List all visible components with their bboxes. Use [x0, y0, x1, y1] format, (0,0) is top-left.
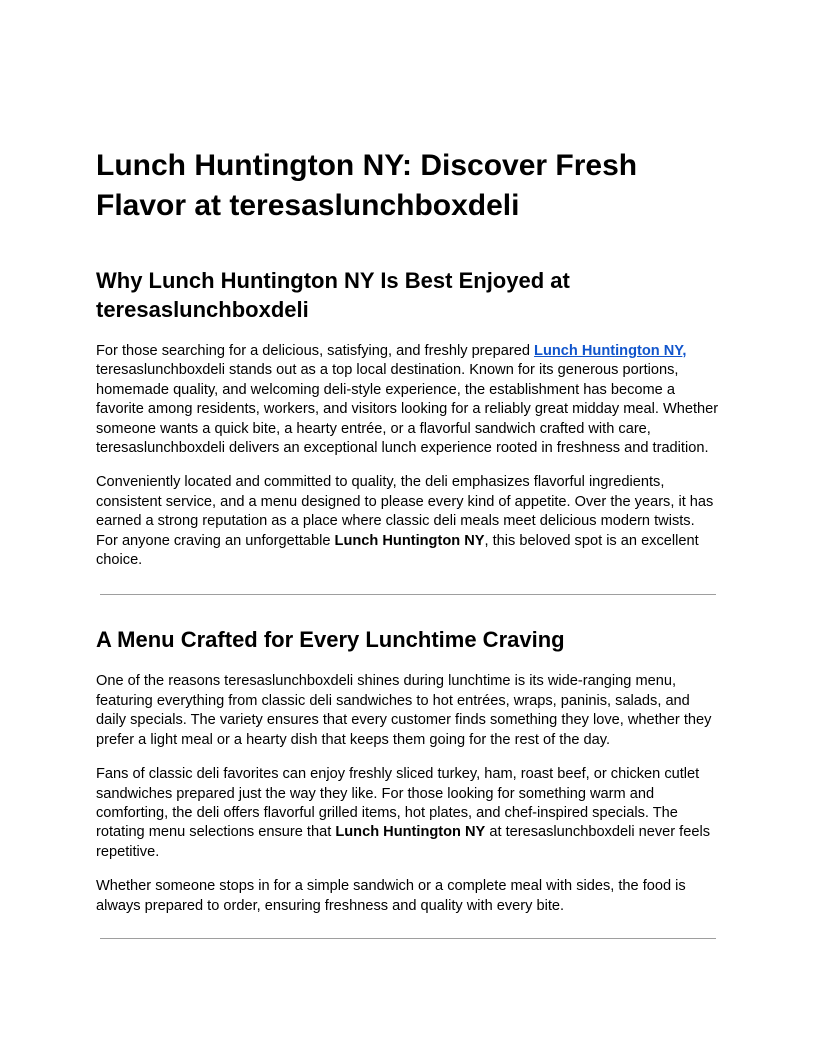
paragraph-menu-variety: One of the reasons teresaslunchboxdeli shines during lunchtime is its wide-ranging menu, featuring everything from classic deli sandwiches to hot entrées, wraps, paninis, salads, and daily specials. The variety ensures that every customer finds something they love, whether they prefer a light meal or a hearty dish that keeps them going for the rest of the day.: [96, 673, 712, 748]
paragraph-location-text-end: , this beloved spot is an excellent choice.: [96, 532, 699, 569]
paragraph-prepared-to-order: Whether someone stops in for a simple sandwich or a complete meal with sides, the food is always prepared to order, ensuring freshness and quality with every bite.: [96, 878, 686, 914]
lunch-huntington-link-comma[interactable]: ,: [682, 343, 687, 359]
paragraph-intro-text-start: For those searching for a delicious, satisfying, and freshly prepared: [96, 343, 535, 359]
section-heading-why: Why Lunch Huntington NY Is Best Enjoyed at teresaslunchboxdeli: [96, 268, 570, 322]
bold-keyword: Lunch Huntington NY: [335, 824, 486, 841]
horizontal-divider: [100, 938, 716, 939]
paragraph-intro: [96, 342, 720, 458]
paragraph-deli-favorites-text-end: at teresaslunchboxdeli never feels repetitive.: [96, 824, 711, 860]
paragraph-deli-favorites: [96, 765, 720, 862]
paragraph-location: [96, 473, 720, 570]
paragraph-intro-text-end: teresaslunchboxdeli stands out as a top local destination. Known for its generous portions, homemade quality, and welcoming deli-style experience, the establishment has become a favorite among residents, workers, and visitors looking for a reliably great midday meal. Whether someone wants a quick bite, a hearty entrée, or a flavorful sandwich crafted with care, teresaslunchboxdeli delivers an exceptional lunch experience rooted in freshness and tradition.: [96, 362, 719, 457]
bold-keyword: Lunch Huntington NY: [334, 532, 485, 549]
page-title: Lunch Huntington NY: Discover Fresh Flavor at teresaslunchboxdeli: [96, 149, 638, 222]
lunch-huntington-link[interactable]: Lunch Huntington NY: [534, 343, 683, 359]
paragraph-deli-favorites-text-start: Fans of classic deli favorites can enjoy freshly sliced turkey, ham, roast beef, or chicken cutlet sandwiches prepared just the way they like. For those looking for something warm and comforting, the deli offers flavorful grilled items, hot plates, and chef-inspired specials. The rotating menu selections ensure that: [96, 766, 700, 841]
document-page: [96, 146, 720, 939]
horizontal-divider: [100, 594, 716, 595]
section-heading-menu: A Menu Crafted for Every Lunchtime Craving: [96, 627, 565, 653]
paragraph-location-text-start: Conveniently located and committed to quality, the deli emphasizes flavorful ingredients, consistent service, and a menu designed to please every kind of appetite. Over the years, it has earned a strong reputation as a place where classic deli meals meet delicious modern twists. For anyone craving an unforgettable: [96, 474, 714, 549]
